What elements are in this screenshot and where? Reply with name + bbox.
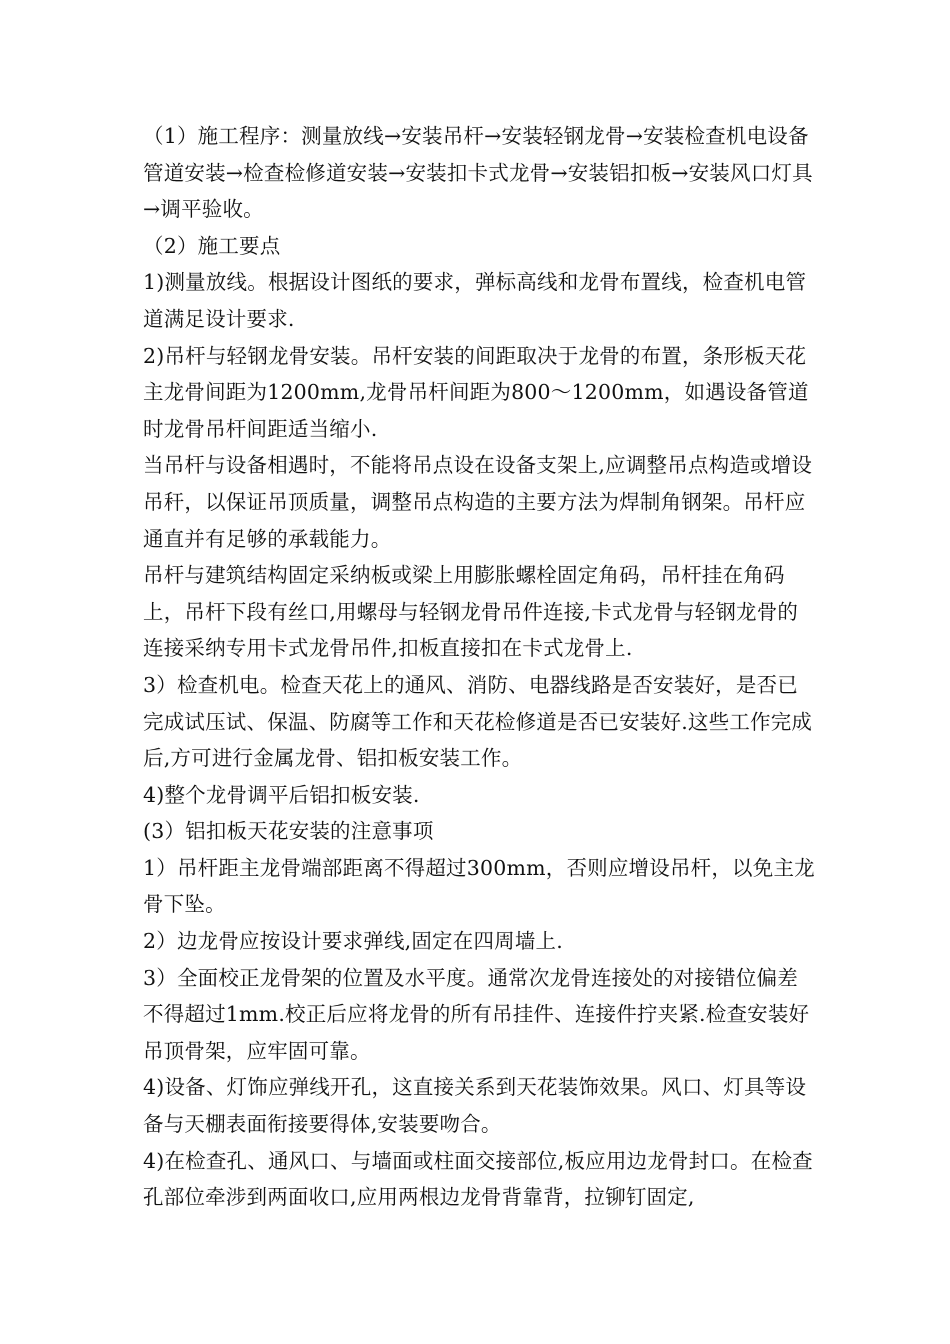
paragraph-check-mep: 3）检查机电。检查天花上的通风、消防、电器线路是否安装好，是否已完成试压试、保温、防腐等工作和天花检修道是否已安装好.这些工作完成后,方可进行金属龙骨、铝扣板安装工作。 xyxy=(143,672,813,771)
paragraph-hanger-keel-install: 2)吊杆与轻钢龙骨安装。吊杆安装的间距取决于龙骨的布置，条形板天花主龙骨间距为1200mm,龙骨吊杆间距为800～1200mm，如遇设备管道时龙骨吊杆间距适当缩小. xyxy=(143,343,809,441)
paragraph-precaution-3: 3）全面校正龙骨架的位置及水平度。通常次龙骨连接处的对接错位偏差不得超过1mm.校正后应将龙骨的所有吊挂件、连接件拧夹紧.检查安装好吊顶骨架，应牢固可靠。 xyxy=(143,965,810,1063)
paragraph-hanger-equipment-conflict: 当吊杆与设备相遇时，不能将吊点设在设备支架上,应调整吊点构造或增设吊秆，以保证吊顶质量，调整吊点构造的主要方法为焊制角钢架。吊杆应通直并有足够的承载能力。 xyxy=(143,453,813,551)
heading-construction-key-points: （2）施工要点 xyxy=(143,233,281,258)
paragraph-leveling: 4)整个龙骨调平后铝扣板安装. xyxy=(143,782,420,807)
document-body xyxy=(143,118,815,1216)
paragraph-survey-layout: 1)测量放线。根据设计图纸的要求，弹标高线和龙骨布置线，检查机电管道满足设计要求. xyxy=(143,270,807,331)
heading-precautions: (3）铝扣板天花安装的注意事项 xyxy=(143,819,434,844)
paragraph-precaution-4b: 4)在检查孔、通风口、与墙面或柱面交接部位,板应用边龙骨封口。在检查孔部位牵涉到两面收口,应用两根边龙骨背靠背，拉铆钉固定, xyxy=(143,1148,813,1210)
paragraph-precaution-1: 1）吊杆距主龙骨端部距离不得超过300mm，否则应增设吊杆，以免主龙骨下坠。 xyxy=(143,855,815,917)
paragraph-precaution-4a: 4)设备、灯饰应弹线开孔，这直接关系到天花装饰效果。风口、灯具等设备与天棚表面衔接要得体,安装要吻合。 xyxy=(143,1075,807,1137)
paragraph-construction-procedure: （1）施工程序：测量放线→安装吊杆→安装轻钢龙骨→安装检查机电设备管道安装→检查检修道安装→安装扣卡式龙骨→安装铝扣板→安装风口灯具→调平验收。 xyxy=(143,124,813,222)
paragraph-hanger-structure-fixing: 吊杆与建筑结构固定采纳板或梁上用膨胀螺栓固定角码，吊杆挂在角码上，吊杆下段有丝口,用螺母与轻钢龙骨吊件连接,卡式龙骨与轻钢龙骨的连接采纳专用卡式龙骨吊件,扣板直接扣在卡式龙骨上. xyxy=(143,563,799,661)
paragraph-precaution-2: 2）边龙骨应按设计要求弹线,固定在四周墙上. xyxy=(143,929,563,954)
